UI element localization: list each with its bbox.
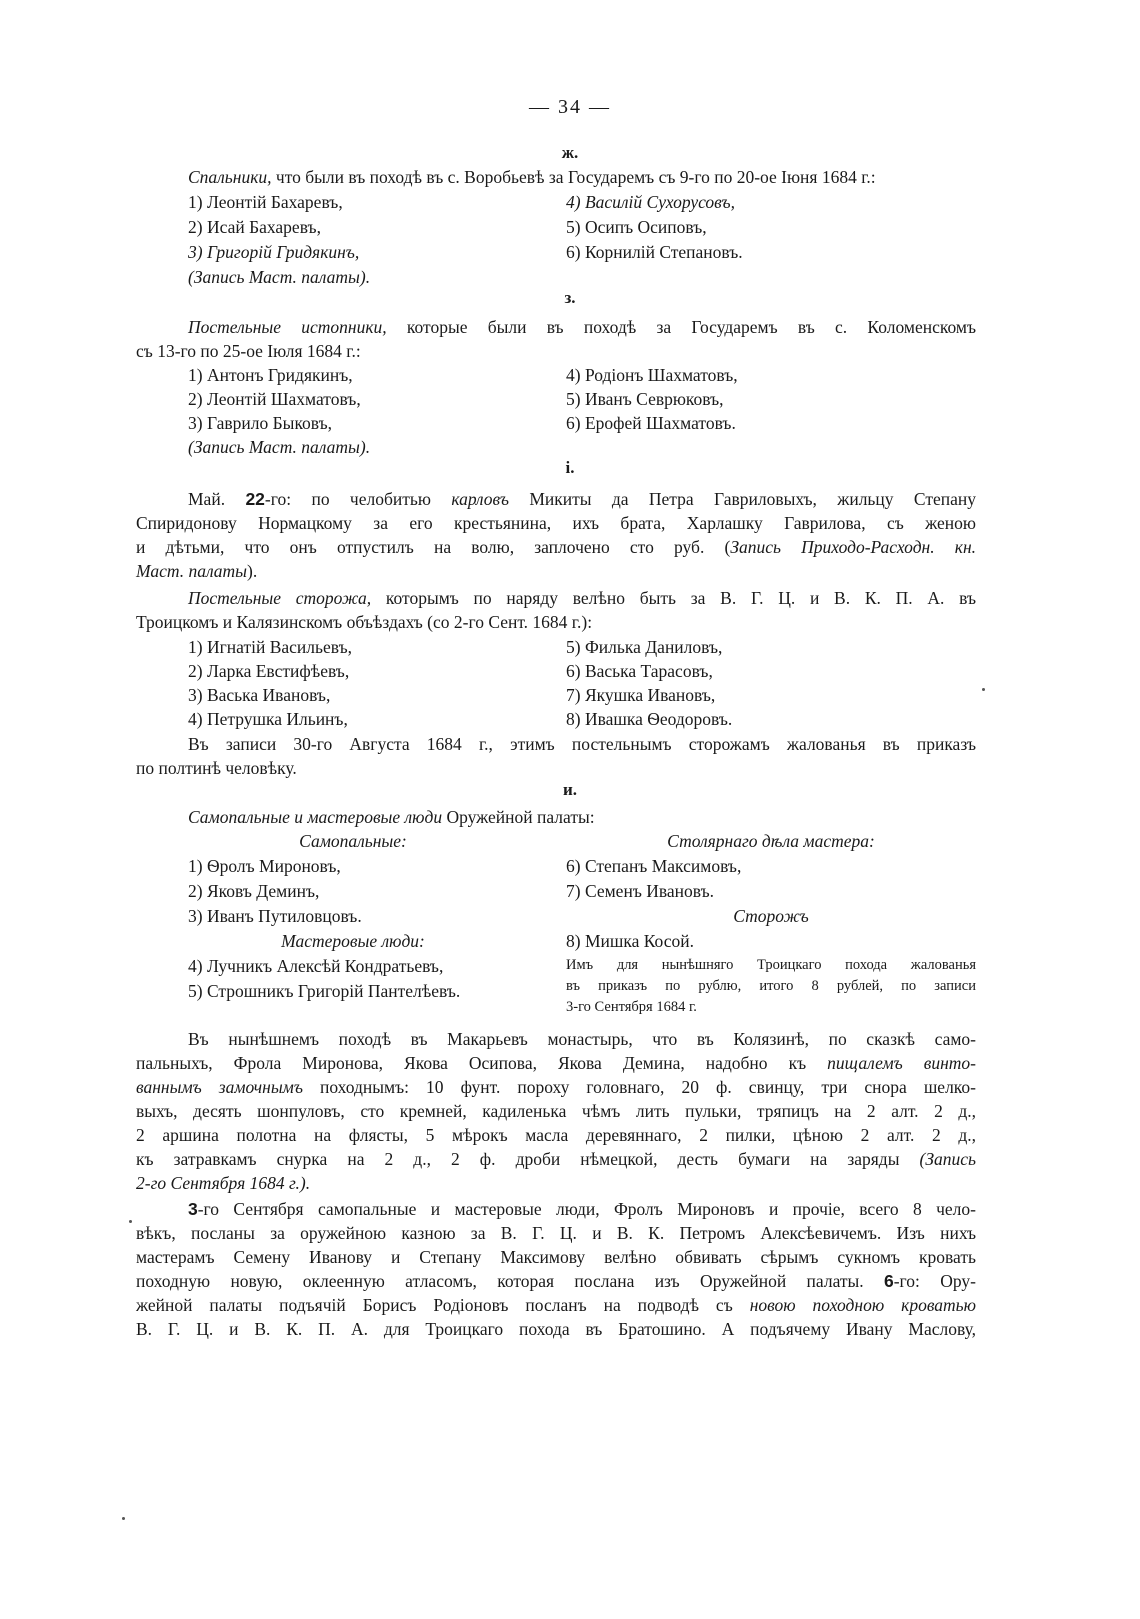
paragraph-line — [136, 1052, 976, 1074]
paragraph-line — [136, 536, 976, 558]
italic-source: Запись Приходо-Расходн. кн. — [730, 537, 976, 557]
list-item: 6) Васька Тарасовъ, — [566, 661, 713, 681]
list-item: 2) Исай Бахаревъ, — [188, 217, 321, 237]
list-item: 1) Ѳролъ Мироновъ, — [188, 856, 341, 876]
text: и дѣтьми, что онъ отпустилъ на волю, заплочено сто руб. ( — [136, 537, 731, 557]
paragraph-line: выхъ, десять шонпуловъ, сто кремней, кадиленька чѣмъ лить пульки, тряпицъ на 2 алт. 2 д., — [136, 1101, 976, 1121]
text: -го Сентября самопальные и мастеровые люди, Фролъ Мироновъ и прочіе, всего 8 чело- — [197, 1199, 976, 1219]
list-item: 7) Якушка Ивановъ, — [566, 685, 716, 705]
list-item: 6) Корнилій Степановъ. — [566, 242, 743, 262]
list-item: 5) Строшникъ Григорій Пантелѣевъ. — [188, 981, 461, 1001]
page-number: — 34 — — [529, 96, 611, 118]
list-item: 6) Ерофей Шахматовъ. — [566, 413, 736, 433]
paragraph-line — [136, 1076, 976, 1098]
date-number: 3 — [188, 1199, 198, 1219]
paragraph-line: Троицкомъ и Калязинскомъ объѣздахъ (со 2-го Сент. 1684 г.): — [136, 612, 593, 632]
paragraph-line: Въ нынѣшнемъ походѣ въ Макарьевъ монастырь, что въ Колязинѣ, по сказкѣ само- — [188, 1029, 976, 1049]
paragraph-line — [136, 1172, 310, 1194]
paragraph-line: 2 аршина полотна на флясты, 5 мѣрокъ масла деревяннаго, 2 пилки, цѣною 2 алт. 2 д., — [136, 1125, 976, 1145]
list-item: 2) Яковъ Деминъ, — [188, 881, 320, 901]
list-item: 4) Лучникъ Алексѣй Кондратьевъ, — [188, 956, 444, 976]
paragraph-line — [136, 1270, 976, 1292]
paragraph-line: В. Г. Ц. и В. К. П. А. для Троицкаго похода въ Братошино. А подъячему Ивану Маслову, — [136, 1319, 976, 1339]
paragraph-line — [188, 587, 976, 609]
text: походную новую, оклеенную атласомъ, которая послана изъ Оружейной палаты. — [136, 1271, 884, 1291]
italic-term: новою походною кроватью — [749, 1295, 976, 1315]
list-item: 8) Мишка Косой. — [566, 931, 694, 951]
paragraph-line — [136, 1148, 976, 1170]
intro-text: которые были въ походѣ за Государемъ въ с. Коломенскомъ — [386, 317, 977, 337]
intro-italic: Постельные истопники, — [188, 317, 387, 337]
section-zh-intro — [188, 166, 976, 188]
section-letter-i: і. — [565, 458, 575, 477]
list-item: 1) Игнатій Васильевъ, — [188, 637, 353, 657]
paragraph-line: Въ записи 30-го Августа 1684 г., этимъ постельнымъ сторожамъ жалованья въ приказъ — [188, 734, 976, 754]
paragraph-line — [188, 488, 976, 510]
paragraph-line: по полтинѣ человѣку. — [136, 758, 297, 778]
list-item: 4) Родіонъ Шахматовъ, — [566, 365, 738, 385]
section-z-intro-line2: съ 13-го по 25-ое Іюля 1684 г.: — [136, 341, 361, 361]
subheading: Столярнаго дѣла мастера: — [667, 831, 875, 851]
paragraph-line: мастерамъ Семену Иванову и Степану Максимову велѣно обвивать сѣрымъ сукномъ кровать — [136, 1247, 976, 1267]
list-item: 4) Василій Сухорусовъ, — [566, 192, 736, 212]
paragraph-line: вѣкъ, посланы за оружейною казною за В. Г. Ц. и В. К. Петромъ Алексѣевичемъ. Изъ нихъ — [136, 1223, 976, 1243]
text: къ затравкамъ снурка на 2 д., 2 ф. дроби нѣмецкой, десть бумаги на заряды — [136, 1149, 920, 1169]
list-item: 4) Петрушка Ильинъ, — [188, 709, 348, 729]
date-number: 6 — [884, 1271, 894, 1291]
italic-source: 2-го Сентября 1684 г.). — [136, 1173, 311, 1193]
section-ii-intro — [188, 806, 595, 828]
list-item: 5) Осипъ Осиповъ, — [566, 217, 707, 237]
footnote-line: Имъ для нынѣшняго Троицкаго похода жалованья — [566, 957, 976, 973]
italic-term: карловъ — [451, 489, 509, 509]
list-item: 7) Семенъ Ивановъ. — [566, 881, 715, 901]
source-note: (Запись Маст. палаты). — [188, 437, 371, 457]
italic-term: пищалемъ винто- — [827, 1053, 976, 1073]
list-item: 2) Леонтій Шахматовъ, — [188, 389, 361, 409]
print-speck — [122, 1517, 125, 1520]
text: ). — [247, 561, 258, 581]
section-letter-z: з. — [564, 288, 576, 307]
list-item: 8) Ивашка Ѳеодоровъ. — [566, 709, 733, 729]
footnote-line: 3-го Сентября 1684 г. — [566, 999, 697, 1015]
date-number: 22 — [245, 489, 265, 509]
intro-text: что были въ походѣ въ с. Воробьевѣ за Государемъ съ 9-го по 20-ое Іюня 1684 г.: — [271, 167, 876, 187]
list-item: 3) Иванъ Путиловцовъ. — [188, 906, 362, 926]
subheading: Самопальные: — [299, 831, 407, 851]
list-item: 5) Иванъ Севрюковъ, — [566, 389, 724, 409]
section-letter-ii: и. — [562, 780, 578, 799]
list-item: 3) Григорій Гридякинъ, — [188, 242, 360, 262]
intro-italic: Спальники, — [188, 167, 272, 187]
footnote-line: въ приказъ по рублю, итого 8 рублей, по записи — [566, 978, 976, 994]
intro-text: Оружейной палаты: — [442, 807, 595, 827]
text: Май. — [188, 489, 246, 509]
text: -го: по челобитью — [264, 489, 452, 509]
italic-source: (Запись — [919, 1149, 976, 1169]
subheading: Мастеровые люди: — [281, 931, 425, 951]
paragraph-line — [136, 1294, 976, 1316]
section-letter-zh: ж. — [561, 143, 579, 162]
list-item: 5) Филька Даниловъ, — [566, 637, 723, 657]
list-item: 3) Васька Ивановъ, — [188, 685, 331, 705]
subheading: Сторожъ — [733, 906, 809, 926]
source-note: (Запись Маст. палаты). — [188, 267, 371, 287]
print-speck — [982, 688, 985, 691]
italic-term: ваннымъ замочнымъ — [136, 1077, 303, 1097]
intro-italic: Самопальные и мастеровые люди — [188, 807, 443, 827]
list-item: 2) Ларка Евстифѣевъ, — [188, 661, 350, 681]
list-item: 3) Гаврило Быковъ, — [188, 413, 333, 433]
paragraph-line: Спиридонову Нормацкому за его крестьянина, ихъ брата, Харлашку Гаврилова, съ женою — [136, 513, 976, 533]
text: Микиты да Петра Гавриловыхъ, жильцу Степану — [508, 489, 976, 509]
text: -го: Ору- — [893, 1271, 976, 1291]
text: пальныхъ, Фрола Миронова, Якова Осипова, Якова Демина, надобно къ — [136, 1053, 828, 1073]
paragraph-line — [136, 560, 257, 582]
section-z-intro — [188, 316, 976, 338]
list-item: 1) Антонъ Гридякинъ, — [188, 365, 353, 385]
text: которымъ по наряду велѣно быть за В. Г. Ц. и В. К. П. А. въ — [371, 588, 976, 608]
text: походнымъ: 10 фунт. пороху головнаго, 20 ф. свинцу, три снора шелко- — [302, 1077, 976, 1097]
paragraph-line — [188, 1198, 976, 1220]
italic-term: Постельные сторожа, — [188, 588, 372, 608]
print-speck — [129, 1220, 132, 1223]
text: жейной палаты подъячій Борисъ Родіоновъ посланъ на подводѣ съ — [136, 1295, 750, 1315]
list-item: 1) Леонтій Бахаревъ, — [188, 192, 343, 212]
list-item: 6) Степанъ Максимовъ, — [566, 856, 742, 876]
italic-source: Маст. палаты — [136, 561, 248, 581]
